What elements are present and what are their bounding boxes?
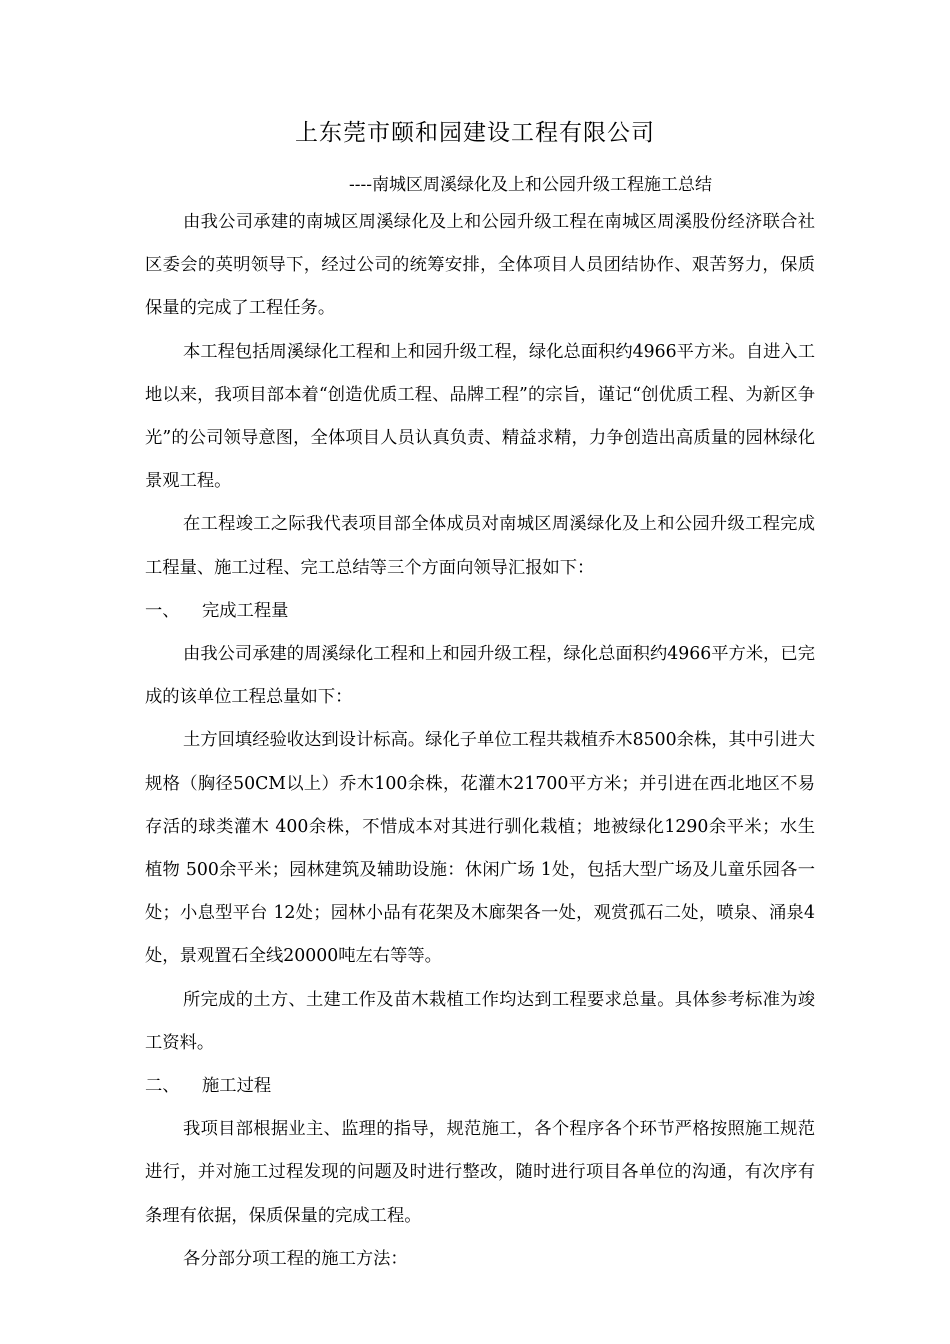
document-body bbox=[145, 201, 815, 1281]
intro-paragraph: 由我公司承建的南城区周溪绿化及上和公园升级工程在南城区周溪股份经济联合社区委会的英明领导下，经过公司的统筹安排，全体项目人员团结协作、艰苦努力，保质保量的完成了工程任务。 bbox=[145, 212, 815, 319]
section2-paragraph: 我项目部根据业主、监理的指导，规范施工，各个程序各个环节严格按照施工规范进行，并对施工过程发现的问题及时进行整改，随时进行项目各单位的沟通，有次序有条理有依据，保质保量的完成工程。 bbox=[145, 1119, 815, 1226]
section-title: 完成工程量 bbox=[202, 600, 289, 621]
document-title: 上东莞市颐和园建设工程有限公司 bbox=[295, 120, 655, 146]
section2-paragraph: 各分部分项工程的施工方法： bbox=[183, 1248, 408, 1269]
section1-paragraph: 所完成的土方、土建工作及苗木栽植工作均达到工程要求总量。具体参考标准为竣工资料。 bbox=[145, 989, 815, 1053]
scope-paragraph: 本工程包括周溪绿化工程和上和园升级工程，绿化总面积约4966平方米。自进入工地以来，我项目部本着“创造优质工程、品牌工程”的宗旨，谨记“创优质工程、为新区争光”的公司领导意图，全体项目人员认真负责、精益求精，力争创造出高质量的园林绿化景观工程。 bbox=[145, 341, 815, 492]
document-subtitle: ----南城区周溪绿化及上和公园升级工程施工总结 bbox=[349, 175, 712, 195]
section-number: 二、 bbox=[145, 1076, 180, 1097]
section-heading-completed-work bbox=[145, 590, 815, 633]
section1-paragraph: 土方回填经验收达到设计标高。绿化子单位工程共栽植乔木8500余株，其中引进大规格（胸径50CM以上）乔木100余株，花灌木21700平方米；并引进在西北地区不易存活的球类灌木 400余株，不惜成本对其进行驯化栽植；地被绿化1290余平米；水生植物 500余平米；园林建筑及辅助设施：休闲广场 1处，包括大型广场及儿童乐园各一处；小息型平台 12处；园林小品有花架及木廊架各一处，观赏孤石二处，喷泉、涌泉4处，景观置石全线20000吨左右等等。 bbox=[145, 730, 815, 967]
section-title: 施工过程 bbox=[202, 1076, 272, 1097]
report-paragraph: 在工程竣工之际我代表项目部全体成员对南城区周溪绿化及上和公园升级工程完成工程量、施工过程、完工总结等三个方面向领导汇报如下： bbox=[145, 514, 815, 578]
section-number: 一、 bbox=[145, 600, 180, 621]
section-heading-construction-process bbox=[145, 1065, 815, 1108]
section1-paragraph: 由我公司承建的周溪绿化工程和上和园升级工程，绿化总面积约4966平方米，已完成的该单位工程总量如下： bbox=[145, 644, 815, 708]
